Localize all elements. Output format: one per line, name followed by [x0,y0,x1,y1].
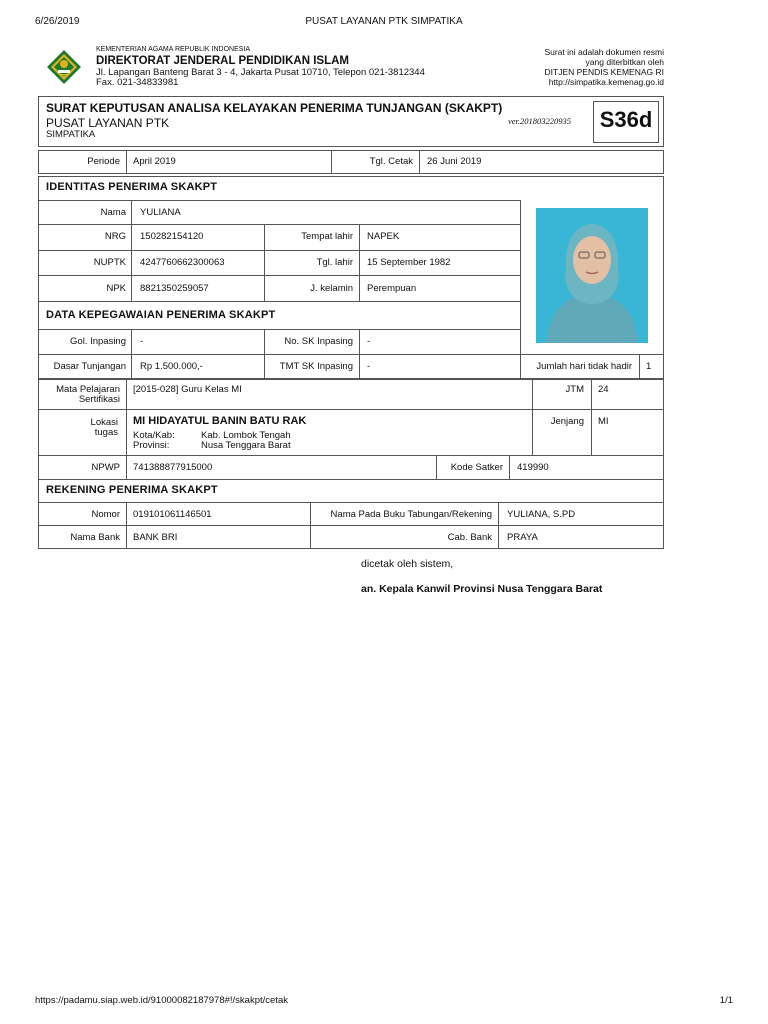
document-title: SURAT KEPUTUSAN ANALISA KELAYAKAN PENERIMA TUNJANGAN (SKAKPT) [46,101,503,115]
provinsi-value: Nusa Tenggara Barat [201,440,291,451]
tempat-lahir-label: Tempat lahir [301,231,353,242]
lokasi-label-2: tugas [94,427,118,438]
official-note-2: yang diterbitkan oleh [585,57,664,67]
app-name: SIMPATIKA [46,129,96,140]
mapel-label-2: Sertifikasi [78,394,120,405]
print-url: https://padamu.siap.web.id/91000082187978#!/skakpt/cetak [35,995,288,1006]
madrasah-name: MI HIDAYATUL BANIN BATU RAK [133,415,307,427]
nrg-value: 150282154120 [140,231,204,242]
nuptk-value: 4247760662300063 [140,257,225,268]
hari-tidak-hadir-value: 1 [646,361,652,372]
nrg-label: NRG [104,231,126,242]
nomor-rekening-value: 019101061146501 [133,509,212,520]
version-label: ver.201803220935 [508,116,572,126]
profile-photo [536,208,648,343]
letterhead-fax: Fax. 021-34833981 [96,77,179,88]
dasar-tunjangan-label: Dasar Tunjangan [53,361,126,372]
nama-buku-label: Nama Pada Buku Tabungan/Rekening [330,509,492,520]
ministry-name: KEMENTERIAN AGAMA REPUBLIK INDONESIA [96,46,251,53]
tmt-sk-label: TMT SK Inpasing [279,361,353,372]
tgl-cetak-value: 26 Juni 2019 [427,156,482,167]
jenis-kelamin-label: J. kelamin [310,283,353,294]
print-page-number: 1/1 [719,995,733,1006]
printed-by-system: dicetak oleh sistem, [361,558,454,570]
directorate-name: DIREKTORAT JENDERAL PENDIDIKAN ISLAM [96,55,350,67]
tgl-lahir-label: Tgl. lahir [316,257,353,268]
periode-value: April 2019 [133,156,176,167]
cabang-bank-value: PRAYA [507,532,538,543]
kode-satker-value: 419990 [517,462,549,473]
nama-label: Nama [100,207,126,218]
kepegawaian-heading: DATA KEPEGAWAIAN PENERIMA SKAKPT [46,309,276,321]
cabang-bank-label: Cab. Bank [447,532,492,543]
jtm-label: JTM [565,384,584,395]
lokasi-label-1: Lokasi [90,417,118,428]
letterhead-address: Jl. Lapangan Banteng Barat 3 - 4, Jakarta Pusat 10710, Telepon 021-3812344 [96,67,425,78]
signatory-line: an. Kepala Kanwil Provinsi Nusa Tenggara Barat [361,583,603,595]
tmt-sk-value: - [367,361,371,372]
official-note-1: Surat ini adalah dokumen resmi [544,47,664,57]
nomor-rekening-label: Nomor [91,509,120,520]
npwp-label: NPWP [91,462,120,473]
identitas-heading: IDENTITAS PENERIMA SKAKPT [46,181,218,193]
provinsi-label: Provinsi: [133,440,170,451]
npk-label: NPK [106,283,126,294]
sk-inpasing-label: No. SK Inpasing [284,336,353,347]
tgl-lahir-value: 15 September 1982 [367,257,451,268]
tgl-cetak-label: Tgl. Cetak [369,156,413,167]
jtm-value: 24 [598,384,609,395]
jenjang-value: MI [598,416,609,427]
kemenag-logo [46,49,82,85]
mapel-value: [2015-028] Guru Kelas MI [133,384,242,395]
document-subtitle: PUSAT LAYANAN PTK [46,116,170,130]
npk-value: 8821350259057 [140,283,209,294]
document-code: S36d [599,107,653,132]
nuptk-label: NUPTK [93,257,126,268]
jenjang-label: Jenjang [550,416,584,427]
official-note-3: DITJEN PENDIS KEMENAG RI [544,67,664,77]
mapel-label-1: Mata Pelajaran [56,384,120,395]
tempat-lahir-value: NAPEK [367,231,400,242]
gol-inpasing-label: Gol. Inpasing [70,336,126,347]
nama-buku-value: YULIANA, S.PD [507,509,576,520]
kota-value: Kab. Lombok Tengah [201,430,291,441]
kota-label: Kota/Kab: [133,430,175,441]
print-date: 6/26/2019 [35,16,80,27]
official-note-4: http://simpatika.kemenag.go.id [548,77,664,87]
npwp-value: 741388877915000 [133,462,213,473]
periode-label: Periode [87,156,120,167]
nama-bank-value: BANK BRI [133,532,178,543]
rekening-heading: REKENING PENERIMA SKAKPT [46,484,218,496]
dasar-tunjangan-value: Rp 1.500.000,- [140,361,203,372]
gol-inpasing-value: - [140,336,144,347]
sk-inpasing-value: - [367,336,371,347]
print-title: PUSAT LAYANAN PTK SIMPATIKA [305,16,463,27]
jenis-kelamin-value: Perempuan [367,283,417,294]
nama-value: YULIANA [140,207,181,218]
kode-satker-label: Kode Satker [450,462,503,473]
nama-bank-label: Nama Bank [70,532,120,543]
hari-tidak-hadir-label: Jumlah hari tidak hadir [536,361,632,372]
